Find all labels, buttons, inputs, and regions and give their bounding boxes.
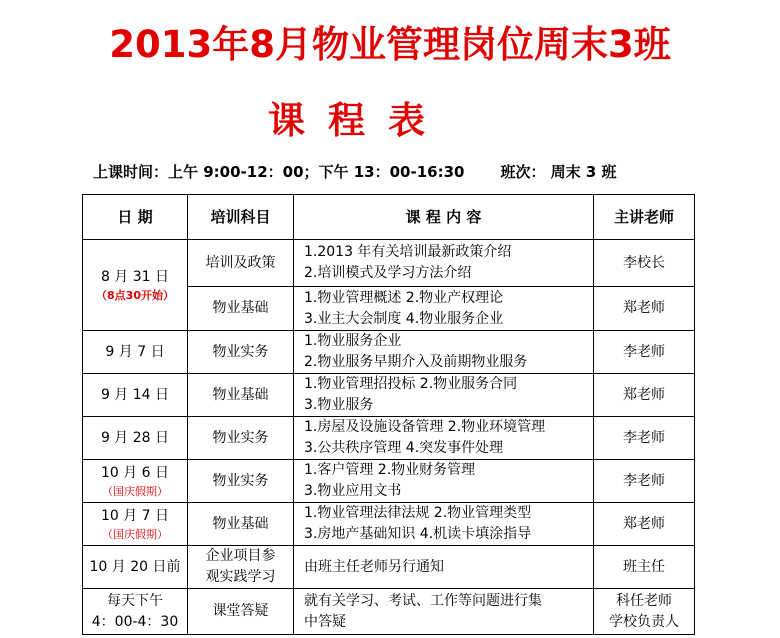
schedule-table	[82, 194, 695, 635]
subject-cell: 物业实务	[188, 460, 294, 503]
content-cell	[294, 287, 594, 331]
content-line: 2.培训模式及学习方法介绍	[304, 265, 472, 281]
subject-line: 企业项目参	[205, 548, 276, 564]
content-line: 3.物业应用文书	[304, 483, 402, 499]
date-cell	[83, 503, 188, 546]
content-cell	[294, 331, 594, 374]
class-shift: 班次： 周末 3 班	[500, 163, 617, 181]
subtitle-char: 程	[328, 99, 365, 142]
teacher-cell: 李老师	[594, 460, 695, 503]
content-line: 1.物业管理招投标 2.物业服务合同	[304, 376, 518, 392]
content-cell	[294, 589, 594, 635]
content-cell	[294, 417, 594, 460]
content-line: 由班主任老师另行通知	[304, 558, 444, 575]
date-note: （国庆假期）	[102, 527, 168, 541]
content-line: 1.物业管理概述 2.物业产权理论	[304, 289, 504, 306]
content-line: 3.公共秩序管理 4.突发事件处理	[304, 440, 504, 456]
subject-cell: 物业基础	[188, 374, 294, 417]
class-time: 上课时间：上午 9:00-12：00；下午 13：00-16:30	[93, 163, 465, 181]
date-cell: 9 月 14 日	[83, 374, 188, 417]
date-note: （8点30开始）	[96, 288, 174, 302]
header-subject: 培训科目	[188, 195, 294, 240]
subject-line: 观实践学习	[205, 569, 276, 585]
teacher-cell: 李校长	[594, 240, 695, 287]
content-cell	[294, 240, 594, 287]
subtitle-char: 表	[388, 99, 425, 142]
subject-cell: 物业实务	[188, 417, 294, 460]
content-line: 3.物业服务	[304, 397, 374, 413]
table-row	[83, 240, 695, 287]
table-row	[83, 374, 695, 417]
table-row	[83, 546, 695, 589]
class-info-line	[93, 161, 617, 182]
teacher-cell: 郑老师	[594, 374, 695, 417]
date-line: 每天下午	[107, 592, 163, 609]
teacher-line: 科任老师	[616, 592, 672, 609]
table-row	[83, 417, 695, 460]
teacher-cell	[594, 589, 695, 635]
table-row	[83, 460, 695, 503]
table-header-row	[83, 195, 695, 240]
subject-cell: 物业实务	[188, 331, 294, 374]
content-line: 2.物业服务早期介入及前期物业服务	[304, 354, 528, 370]
content-line: 1.物业管理法律法规 2.物业管理类型	[304, 505, 532, 521]
content-line: 1.物业服务企业	[304, 333, 402, 349]
header-content: 课 程 内 容	[294, 195, 594, 240]
header-teacher: 主讲老师	[594, 195, 695, 240]
teacher-cell: 郑老师	[594, 287, 695, 331]
content-line: 1.2013 年有关培训最新政策介绍	[304, 244, 512, 260]
header-date: 日 期	[83, 195, 188, 240]
date-cell	[83, 589, 188, 635]
content-line: 1.房屋及设施设备管理 2.物业环境管理	[304, 419, 546, 435]
date-cell	[83, 460, 188, 503]
content-line: 中答疑	[304, 613, 346, 630]
content-cell	[294, 460, 594, 503]
page-title: 2013年8月物业管理岗位周末3班	[109, 23, 671, 66]
table-row	[83, 589, 695, 635]
content-cell	[294, 374, 594, 417]
subject-cell	[188, 546, 294, 589]
date-cell: 9 月 28 日	[83, 417, 188, 460]
date-text: 10 月 7 日	[100, 507, 170, 524]
table-row	[83, 503, 695, 546]
subject-cell: 物业基础	[188, 287, 294, 331]
date-cell	[83, 240, 188, 331]
date-cell: 9 月 7 日	[83, 331, 188, 374]
teacher-cell: 郑老师	[594, 503, 695, 546]
teacher-line: 学校负责人	[609, 613, 679, 630]
teacher-cell: 李老师	[594, 331, 695, 374]
content-line: 3.业主大会制度 4.物业服务企业	[304, 310, 504, 327]
content-line: 就有关学习、考试、工作等问题进行集	[304, 592, 542, 609]
content-line: 3.房地产基础知识 4.机读卡填涂指导	[304, 526, 532, 542]
date-note: （国庆假期）	[102, 484, 168, 498]
teacher-cell: 班主任	[594, 546, 695, 589]
content-line: 1.客户管理 2.物业财务管理	[304, 462, 476, 478]
date-text: 8 月 31 日	[100, 268, 170, 285]
subject-cell: 物业基础	[188, 503, 294, 546]
page-subtitle	[268, 90, 448, 144]
content-cell	[294, 546, 594, 589]
date-cell: 10 月 20 日前	[83, 546, 188, 589]
content-cell	[294, 503, 594, 546]
teacher-cell: 李老师	[594, 417, 695, 460]
subject-cell: 培训及政策	[188, 240, 294, 287]
date-text: 10 月 6 日	[100, 464, 170, 481]
subtitle-char: 课	[268, 99, 305, 142]
table-row	[83, 331, 695, 374]
subject-cell: 课堂答疑	[188, 589, 294, 635]
date-line: 4：00-4：30	[91, 613, 179, 630]
